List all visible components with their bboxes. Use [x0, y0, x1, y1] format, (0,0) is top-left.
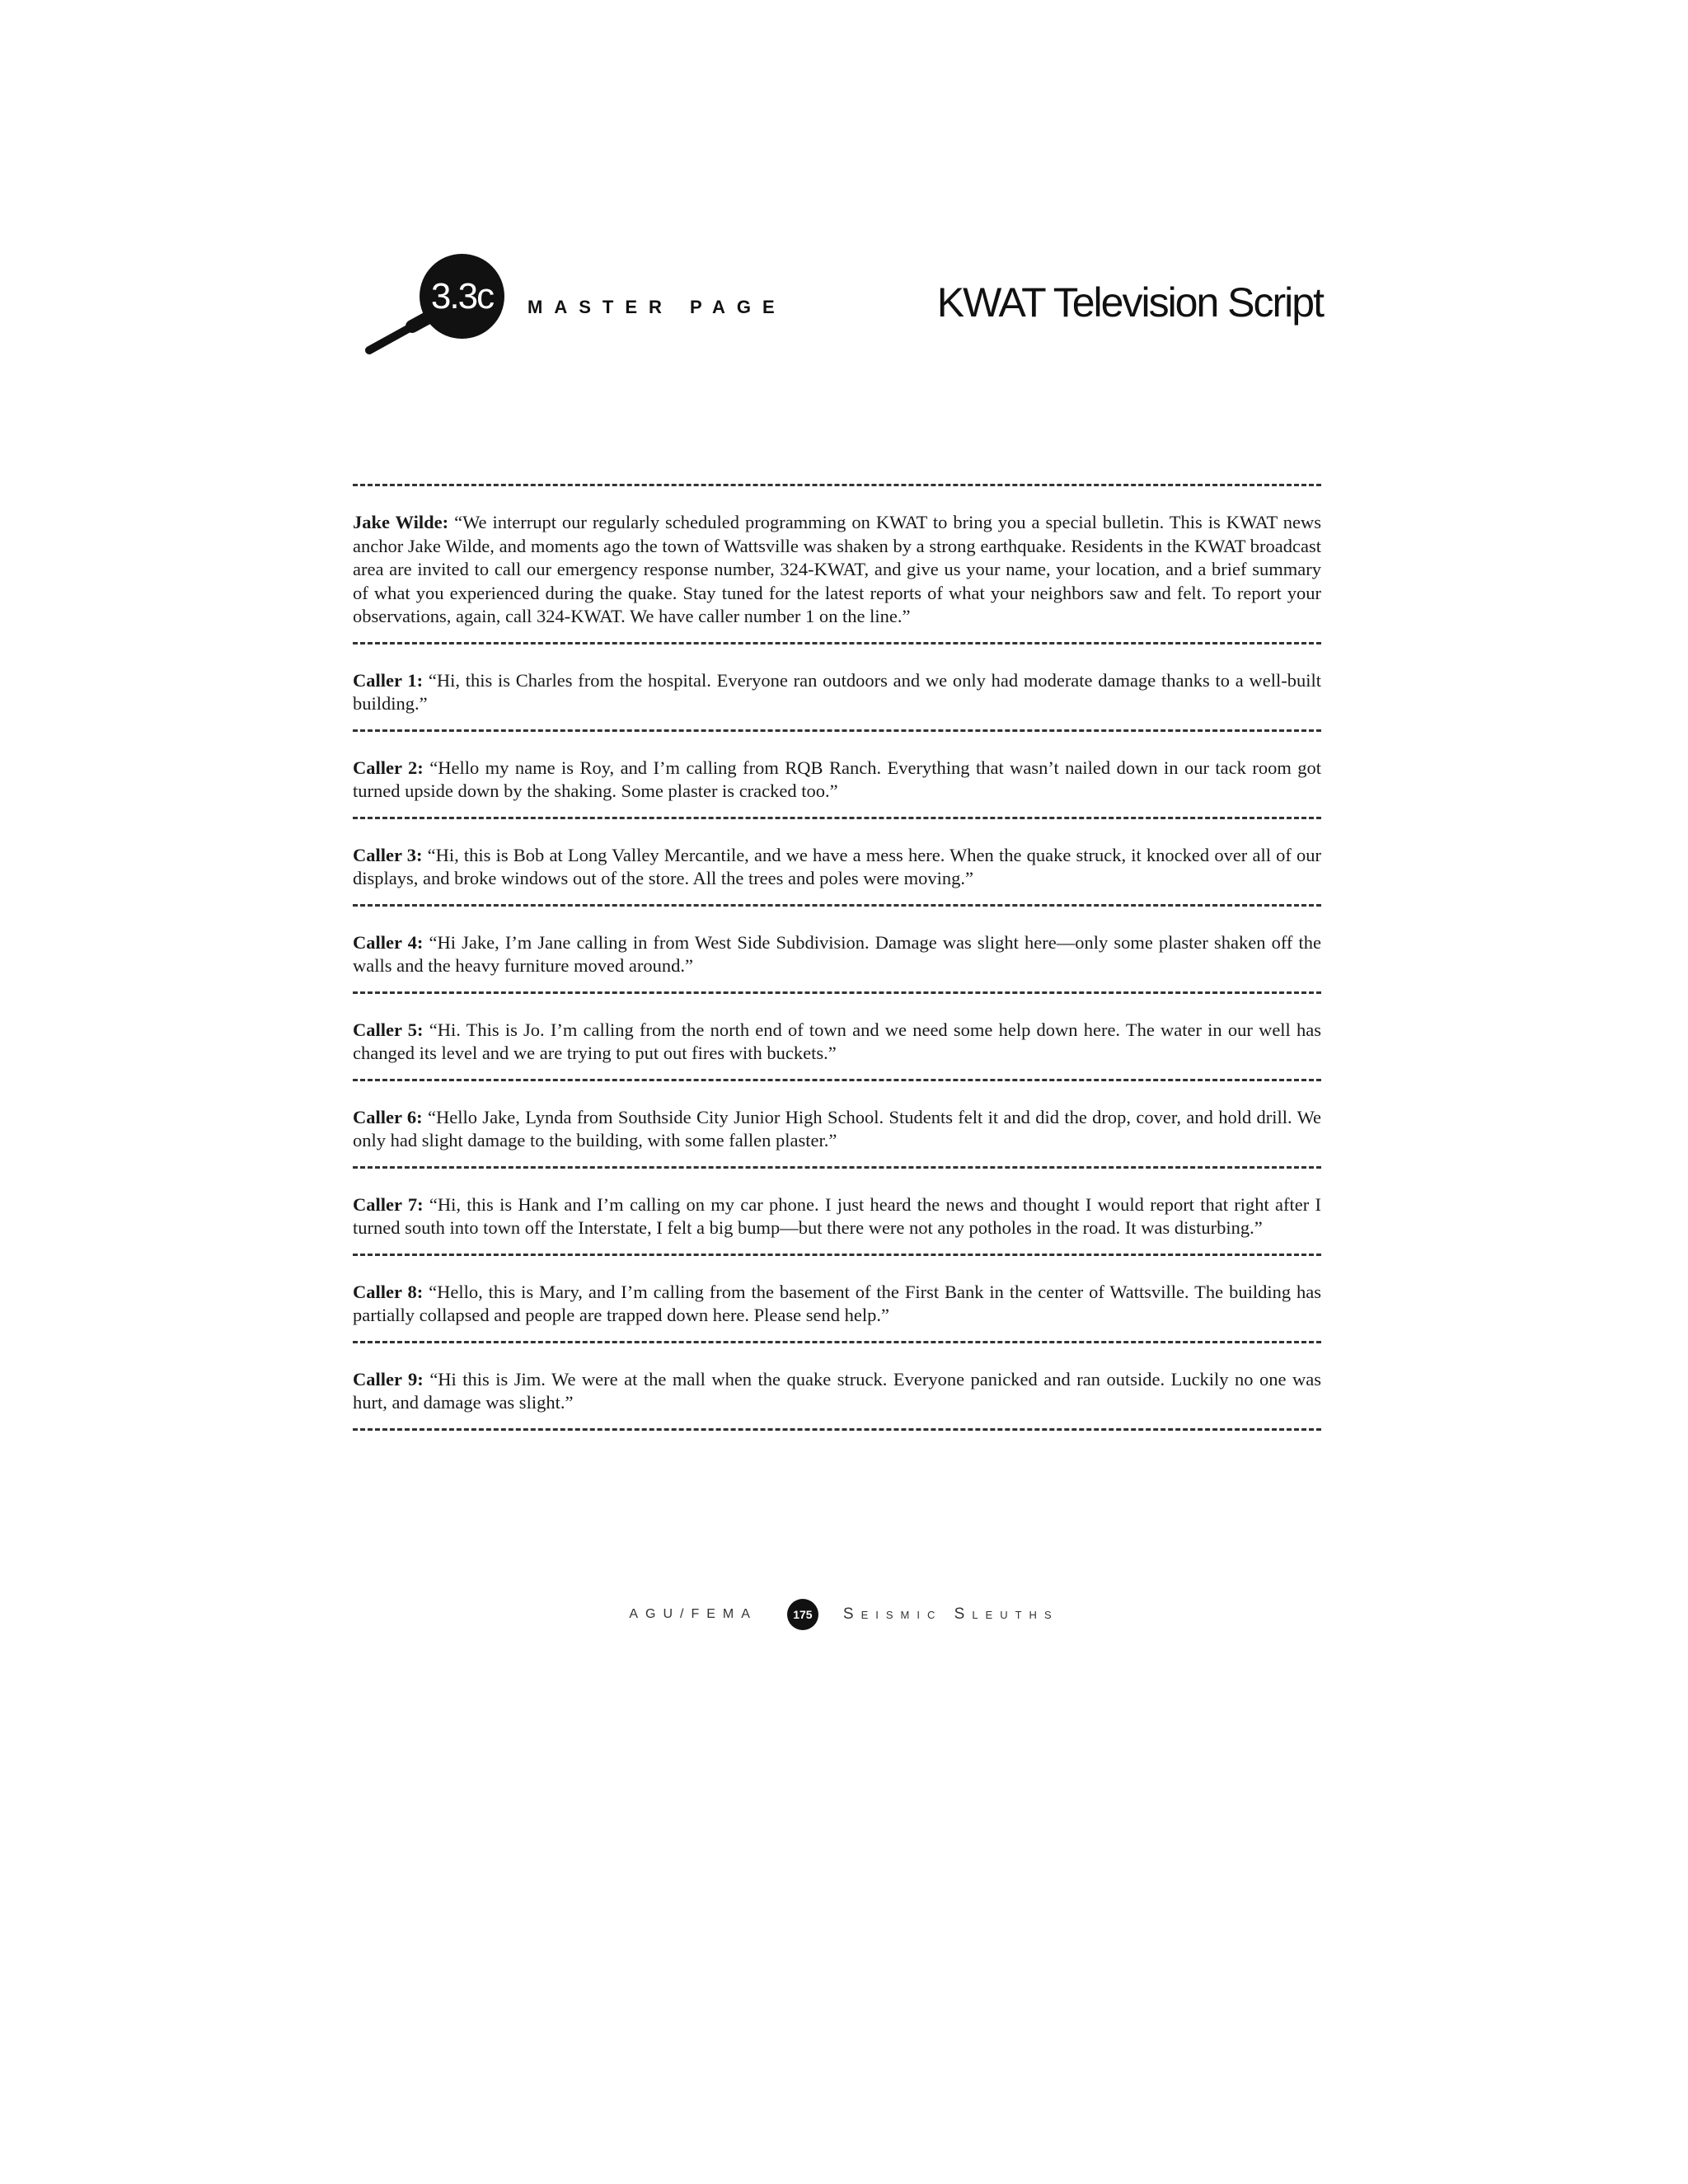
- speaker-name: Jake Wilde:: [353, 512, 449, 532]
- script-entry: [353, 1343, 1321, 1428]
- speaker-text: “Hi this is Jim. We were at the mall when the quake struck. Everyone panicked and ran outside. Luckily no one was hurt, and damage was slight.”: [353, 1368, 1322, 1413]
- script-entry: [353, 644, 1321, 729]
- speaker-text: “Hello, this is Mary, and I’m calling from the basement of the First Bank in the center of Wattsville. The building has partially collapsed and people are trapped down here. Please send help.”: [353, 1281, 1321, 1325]
- page-header: [354, 247, 1323, 363]
- dashed-divider: [353, 1428, 1321, 1431]
- speaker-name: Caller 5:: [353, 1019, 424, 1040]
- master-page-label: MASTER PAGE: [528, 297, 786, 317]
- footer-series-title: Seismic Sleuths: [842, 1605, 1059, 1623]
- footer-publisher: AGU/FEMA: [629, 1607, 757, 1621]
- speaker-name: Caller 8:: [353, 1281, 424, 1302]
- script-entry: [353, 1256, 1321, 1341]
- speaker-text: “Hi, this is Bob at Long Valley Mercantile, and we have a mess here. When the quake struck, it knocked over all of our displays, and broke windows out of the store. All the trees and poles were moving.”: [353, 844, 1322, 888]
- speaker-name: Caller 1:: [353, 669, 424, 691]
- speaker-name: Caller 3:: [353, 844, 423, 865]
- speaker-text: “Hello Jake, Lynda from Southside City Junior High School. Students felt it and did the drop, cover, and hold drill. We only had slight damage to the building, with some fallen plaster.”: [353, 1106, 1322, 1151]
- speaker-text: “Hello my name is Roy, and I’m calling from RQB Ranch. Everything that wasn’t nailed down in our tack room got turned upside down by the shaking. Some plaster is cracked too.”: [353, 757, 1322, 801]
- script-entry: [353, 1169, 1321, 1254]
- speaker-text: “Hi, this is Charles from the hospital. Everyone ran outdoors and we only had moderate damage thanks to a well-built building.”: [353, 669, 1322, 714]
- script-entry: [353, 732, 1321, 817]
- script-entry: [353, 486, 1321, 642]
- speaker-text: “We interrupt our regularly scheduled programming on KWAT to bring you a special bulletin. This is KWAT news anchor Jake Wilde, and moments ago the town of Wattsville was shaken by a strong earthquake. Residents in the KWAT broadcast area are invited to call our emergency response number, 324-KWAT, and give us your name, your location, and a brief summary of what you experienced during the quake. Stay tuned for the latest reports of what your neighbors saw and felt. To report your observations, again, call 324-KWAT. We have caller number 1 on the line.”: [353, 512, 1322, 626]
- speaker-name: Caller 4:: [353, 931, 424, 953]
- speaker-name: Caller 7:: [353, 1193, 424, 1215]
- page-title: KWAT Television Script: [936, 279, 1323, 326]
- speaker-name: Caller 6:: [353, 1106, 423, 1127]
- script-entry: [353, 994, 1321, 1079]
- script-entry: [353, 1081, 1321, 1166]
- speaker-text: “Hi. This is Jo. I’m calling from the north end of town and we need some help down here. The water in our well has changed its level and we are trying to put out fires with buckets.”: [353, 1019, 1322, 1063]
- speaker-name: Caller 2:: [353, 757, 424, 778]
- script-entry: [353, 907, 1321, 991]
- speaker-text: “Hi, this is Hank and I’m calling on my car phone. I just heard the news and thought I would report that right after I turned south into town off the Interstate, I felt a big bump—but there were not any potholes in the road. It was disturbing.”: [353, 1193, 1322, 1238]
- page-number: 175: [787, 1599, 818, 1630]
- script-entry: [353, 819, 1321, 904]
- speaker-text: “Hi Jake, I’m Jane calling in from West Side Subdivision. Damage was slight here—only some plaster shaken off the walls and the heavy furniture moved around.”: [353, 931, 1322, 976]
- section-badge: 3.3c: [420, 254, 504, 339]
- speaker-name: Caller 9:: [353, 1368, 424, 1390]
- page-footer: [0, 1599, 1688, 1630]
- script-content: [353, 484, 1321, 1431]
